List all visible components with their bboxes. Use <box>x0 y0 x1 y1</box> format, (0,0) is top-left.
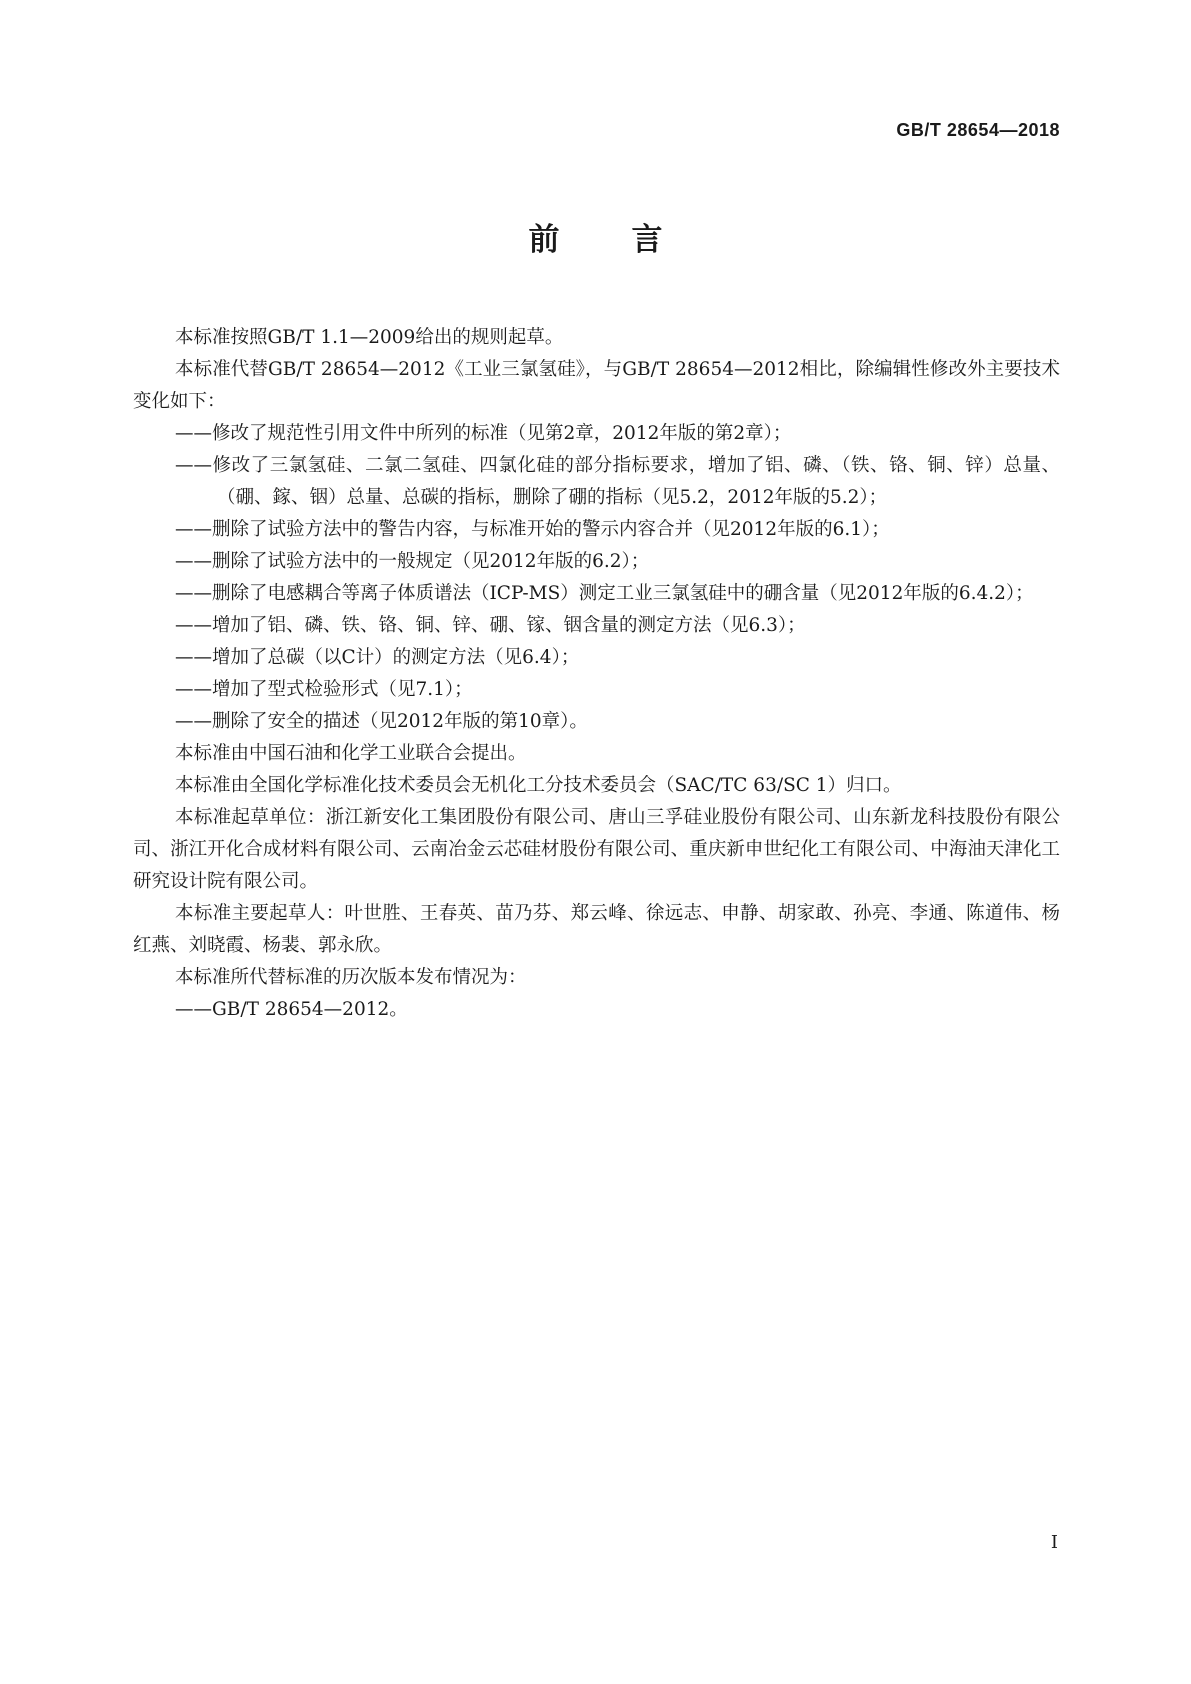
list-item: ——修改了规范性引用文件中所列的标准（见第2章，2012年版的第2章）； <box>175 423 792 444</box>
list-item: ——删除了试验方法中的警告内容，与标准开始的警示内容合并（见2012年版的6.1）； <box>175 519 890 540</box>
list-item: ——增加了型式检验形式（见7.1）； <box>175 679 473 700</box>
paragraph-replacement: 本标准代替GB/T 28654—2012《工业三氯氢硅》，与GB/T 28654—2012相比，除编辑性修改外主要技术变化如下： <box>133 359 1060 412</box>
paragraph-drafting-units: 本标准起草单位：浙江新安化工集团股份有限公司、唐山三孚硅业股份有限公司、山东新龙科技股份有限公司、浙江开化合成材料有限公司、云南冶金云芯硅材股份有限公司、重庆新申世纪化工有限公司、中海油天津化工研究设计院有限公司。 <box>133 807 1060 892</box>
paragraph-proposer: 本标准由中国石油和化学工业联合会提出。 <box>175 743 527 764</box>
list-item: ——删除了试验方法中的一般规定（见2012年版的6.2）； <box>175 551 650 572</box>
list-item: ——修改了三氯氢硅、二氯二氢硅、四氯化硅的部分指标要求，增加了铝、磷、（铁、铬、铜、锌）总量、（硼、鎵、铟）总量、总碳的指标，删除了硼的指标（见5.2，2012年版的5.2）； <box>175 455 1060 508</box>
paragraph-drafters: 本标准主要起草人：叶世胜、王春英、苗乃芬、郑云峰、徐远志、申静、胡家敢、孙亮、李通、陈道伟、杨红燕、刘晓霞、杨裴、郭永欣。 <box>133 903 1060 956</box>
list-item: ——GB/T 28654—2012。 <box>175 999 408 1020</box>
title-char-1: 前 <box>528 222 560 258</box>
list-item: ——删除了电感耦合等离子体质谱法（ICP-MS）测定工业三氯氢硅中的硼含量（见2012年版的6.4.2）； <box>175 583 1034 604</box>
paragraph-committee: 本标准由全国化学标准化技术委员会无机化工分技术委员会（SAC/TC 63/SC 1）归口。 <box>175 775 902 796</box>
foreword-body <box>133 322 1060 1026</box>
list-item: ——增加了铝、磷、铁、铬、铜、锌、硼、镓、铟含量的测定方法（见6.3）； <box>175 615 806 636</box>
title-char-2: 言 <box>631 222 663 258</box>
standard-code: GB/T 28654—2018 <box>896 120 1060 140</box>
list-item: ——删除了安全的描述（见2012年版的第10章）。 <box>175 711 588 732</box>
page-number: I <box>1050 1532 1058 1553</box>
page-title <box>0 214 1191 259</box>
paragraph-drafting-rules: 本标准按照GB/T 1.1—2009给出的规则起草。 <box>175 327 564 348</box>
paragraph-history-intro: 本标准所代替标准的历次版本发布情况为： <box>175 967 527 988</box>
list-item: ——增加了总碳（以C计）的测定方法（见6.4）； <box>175 647 580 668</box>
